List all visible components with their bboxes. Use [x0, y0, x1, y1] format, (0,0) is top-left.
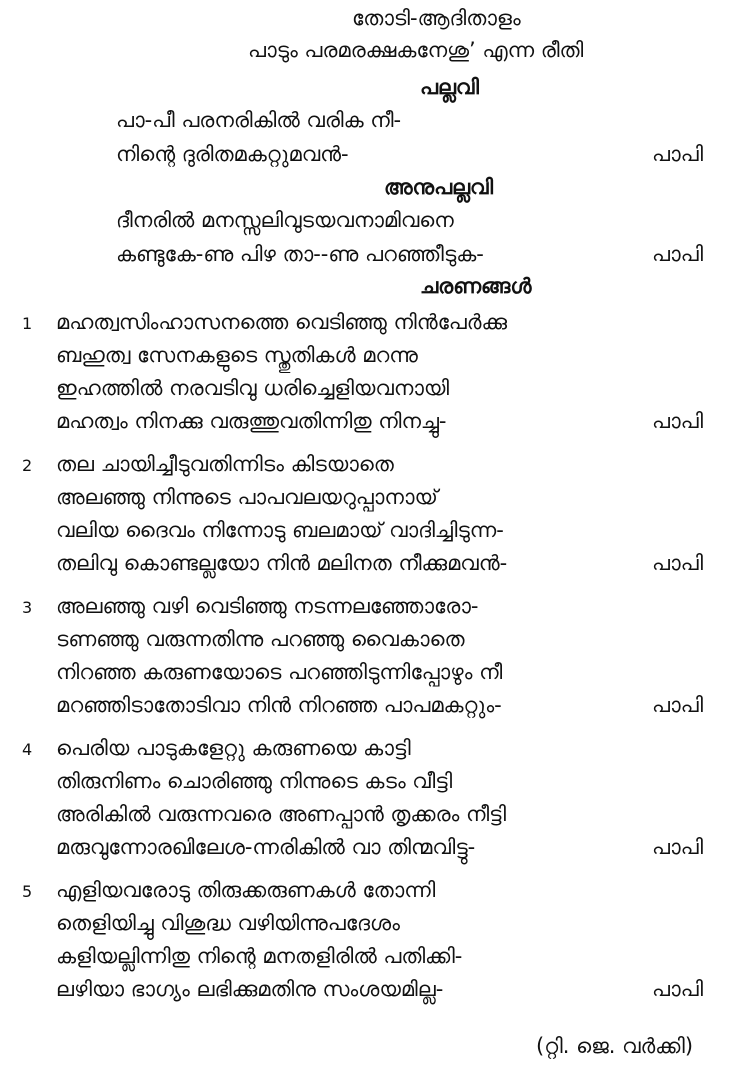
author-credit: (റ്റി. ജെ. വർക്കി): [536, 1034, 694, 1058]
stanza-1-line-1: മഹത്വസിംഹാസനത്തെ വെടിഞ്ഞു നിൻപേർക്കു: [56, 310, 508, 334]
stanza-2-line-3: വലിയ ദൈവം നിന്നോടു ബലമായ് വാദിച്ചിടുന്ന-: [56, 518, 504, 542]
anupallavi-line-2: കണ്ടുകേ-ണു പിഴ താ--ണു പറഞ്ഞീടുക-: [116, 242, 484, 266]
stanza-3-line-1: അലഞ്ഞു വഴി വെടിഞ്ഞു നടന്നലഞ്ഞോരോ-: [56, 594, 479, 618]
stanza-number: 5: [22, 882, 33, 901]
anupallavi-refrain: പാപി: [652, 242, 704, 266]
anupallavi-heading: അനുപല്ലവി: [384, 175, 494, 199]
pallavi-line-2: നിന്റെ ദുരിതമകറ്റുമവൻ-: [116, 142, 349, 166]
stanza-3-line-2: ടണഞ്ഞു വരുന്നതിന്നു പറഞ്ഞു വൈകാതെ: [56, 627, 465, 651]
stanza-4-line-1: പെരിയ പാടുകളേറ്റു കരുണയെ കാട്ടി: [56, 736, 411, 760]
stanza-5-line-2: തെളിയിച്ചു വിശുദ്ധ വഴിയിന്നുപദേശം: [56, 911, 400, 935]
stanza-4-refrain: പാപി: [652, 835, 704, 859]
stanza-3-refrain: പാപി: [652, 693, 704, 717]
stanza-1-line-3: ഇഹത്തിൽ നരവടിവു ധരിച്ചെളിയവനായി: [56, 376, 450, 400]
stanza-number: 2: [22, 456, 33, 475]
stanza-5-refrain: പാപി: [652, 977, 704, 1001]
tune-note: പാടും പരമരക്ഷകനേശു’ എന്ന രീതി: [248, 38, 584, 62]
stanza-1-line-2: ബഹുത്വ സേനകളുടെ സ്തുതികൾ മറന്നു: [56, 343, 418, 367]
stanza-2-refrain: പാപി: [652, 551, 704, 575]
stanza-4-line-2: തിരുനിണം ചൊരിഞ്ഞു നിന്നുടെ കടം വീട്ടി: [56, 769, 453, 793]
stanza-number: 3: [22, 598, 33, 617]
stanza-3-line-4: മറഞ്ഞിടാതോടിവാ നിൻ നിറഞ്ഞ പാപമകറ്റും-: [56, 693, 502, 717]
charanangal-heading: ചരണങ്ങൾ: [420, 274, 532, 298]
stanza-2-line-4: തലിവു കൊണ്ടല്ലയോ നിൻ മലിനത നീക്കുമവൻ-: [56, 551, 508, 575]
stanza-2-line-2: അലഞ്ഞു നിന്നുടെ പാപവലയറുപ്പാനായ്: [56, 485, 438, 509]
raga-tala-title: തോടി-ആദിതാളം: [352, 6, 521, 30]
stanza-3-line-3: നിറഞ്ഞ കരുണയോടെ പറഞ്ഞിടുന്നിപ്പോഴും നീ: [56, 660, 503, 684]
stanza-1-line-4: മഹത്വം നിനക്കു വരുത്തുവതിന്നിതു നിനച്ചു-: [56, 409, 447, 433]
pallavi-line-1: പാ-പീ പരനരികിൽ വരിക നീ-: [116, 108, 402, 132]
stanza-5-line-1: എളിയവരോടു തിരുക്കരുണകൾ തോന്നി: [56, 878, 436, 902]
anupallavi-line-1: ദീനരിൽ മനസ്സലിവുടയവനാമിവനെ: [116, 208, 454, 232]
stanza-4-line-4: മരുവുന്നോരഖിലേശ-ന്നരികിൽ വാ തിന്മവിട്ടു-: [56, 835, 476, 859]
stanza-number: 4: [22, 740, 33, 759]
stanza-number: 1: [22, 314, 33, 333]
stanza-2-line-1: തല ചായിച്ചീടുവതിന്നിടം കിടയാതെ: [56, 452, 394, 476]
stanza-4-line-3: അരികിൽ വരുന്നവരെ അണപ്പാൻ തൃക്കരം നീട്ടി: [56, 802, 507, 826]
stanza-5-line-4: ലഴിയാ ഭാഗ്യം ലഭിക്കുമതിനു സംശയമില്ല-: [56, 977, 444, 1001]
pallavi-heading: പല്ലവി: [420, 75, 479, 99]
stanza-5-line-3: കളിയല്ലിന്നിതു നിന്റെ മനതളിരിൽ പതിക്കി-: [56, 944, 463, 968]
pallavi-refrain: പാപി: [652, 142, 704, 166]
stanza-1-refrain: പാപി: [652, 409, 704, 433]
